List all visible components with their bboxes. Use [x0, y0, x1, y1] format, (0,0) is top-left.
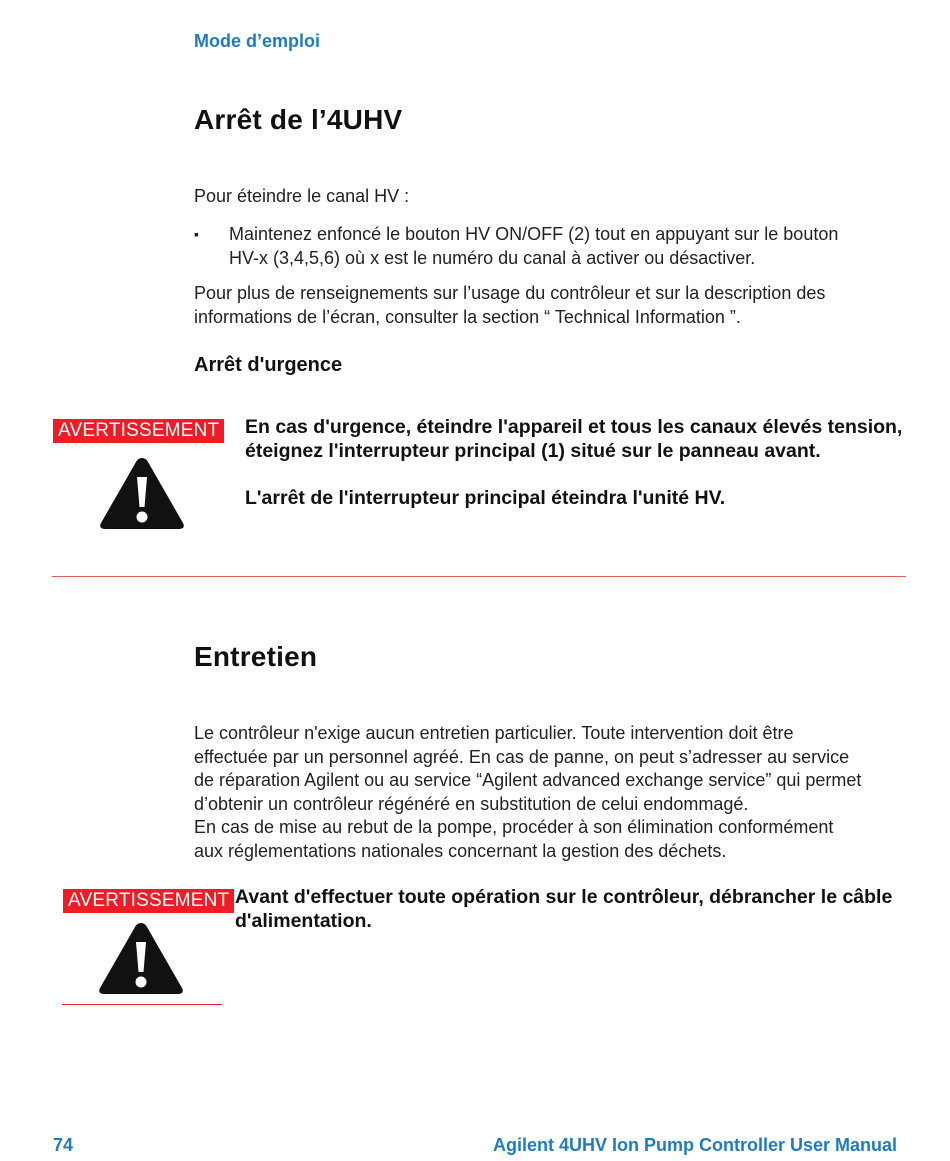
subsection-title-emergency: Arrêt d'urgence [194, 354, 343, 376]
bullet-line: HV-x (3,4,5,6) où x est le numéro du canal à activer ou désactiver. [229, 247, 756, 268]
paragraph-line: Pour plus de renseignements sur l’usage du contrôleur et sur la description des [194, 283, 826, 303]
warning-line: éteignez l'interrupteur principal (1) situé sur le panneau avant. [245, 440, 821, 462]
running-header: Mode d’emploi [194, 31, 320, 51]
paragraph-line: Le contrôleur n'exige aucun entretien particulier. Toute intervention doit être [194, 723, 794, 743]
paragraph-line: aux réglementations nationales concernant la gestion des déchets. [194, 840, 727, 861]
shutdown-intro: Pour éteindre le canal HV : [194, 186, 410, 206]
page-number: 74 [53, 1135, 74, 1155]
warning-triangle-icon [98, 455, 186, 531]
warning-line: L'arrêt de l'interrupteur principal éteindra l'unité HV. [245, 487, 726, 509]
paragraph-line: effectuée par un personnel agréé. En cas de panne, on peut s’adresser au service [194, 746, 850, 767]
maintenance-paragraph [194, 722, 861, 863]
shutdown-bullet [194, 223, 894, 270]
section-divider [52, 576, 906, 577]
paragraph-line: de réparation Agilent ou au service “Agilent advanced exchange service” qui permet [194, 770, 862, 790]
warning-line: En cas d'urgence, éteindre l'appareil et tous les canaux élevés tension, [245, 416, 903, 438]
paragraph-line: d’obtenir un contrôleur régénéré en substitution de celui endommagé. [194, 793, 749, 814]
section-title-maintenance: Entretien [194, 641, 318, 672]
bullet-marker: ▪ [194, 226, 199, 242]
warning-line: d'alimentation. [235, 910, 372, 932]
warning-badge: AVERTISSEMENT [53, 419, 224, 443]
warning-message [235, 885, 892, 933]
warning-line: Avant d'effectuer toute opération sur le contrôleur, débrancher le câble [235, 886, 893, 908]
paragraph-line: En cas de mise au rebut de la pompe, procéder à son élimination conformément [194, 817, 834, 837]
warning-message [245, 415, 902, 510]
shutdown-info-paragraph [194, 282, 825, 329]
footer-manual-title: Agilent 4UHV Ion Pump Controller User Manual [492, 1135, 897, 1155]
warning-underline [62, 1004, 222, 1005]
bullet-line: Maintenez enfoncé le bouton HV ON/OFF (2) tout en appuyant sur le bouton [229, 224, 839, 244]
section-title-shutdown: Arrêt de l’4UHV [194, 104, 403, 135]
warning-triangle-icon [96, 920, 186, 996]
warning-badge: AVERTISSEMENT [63, 889, 234, 913]
paragraph-line: informations de l’écran, consulter la section “ Technical Information ”. [194, 306, 741, 327]
